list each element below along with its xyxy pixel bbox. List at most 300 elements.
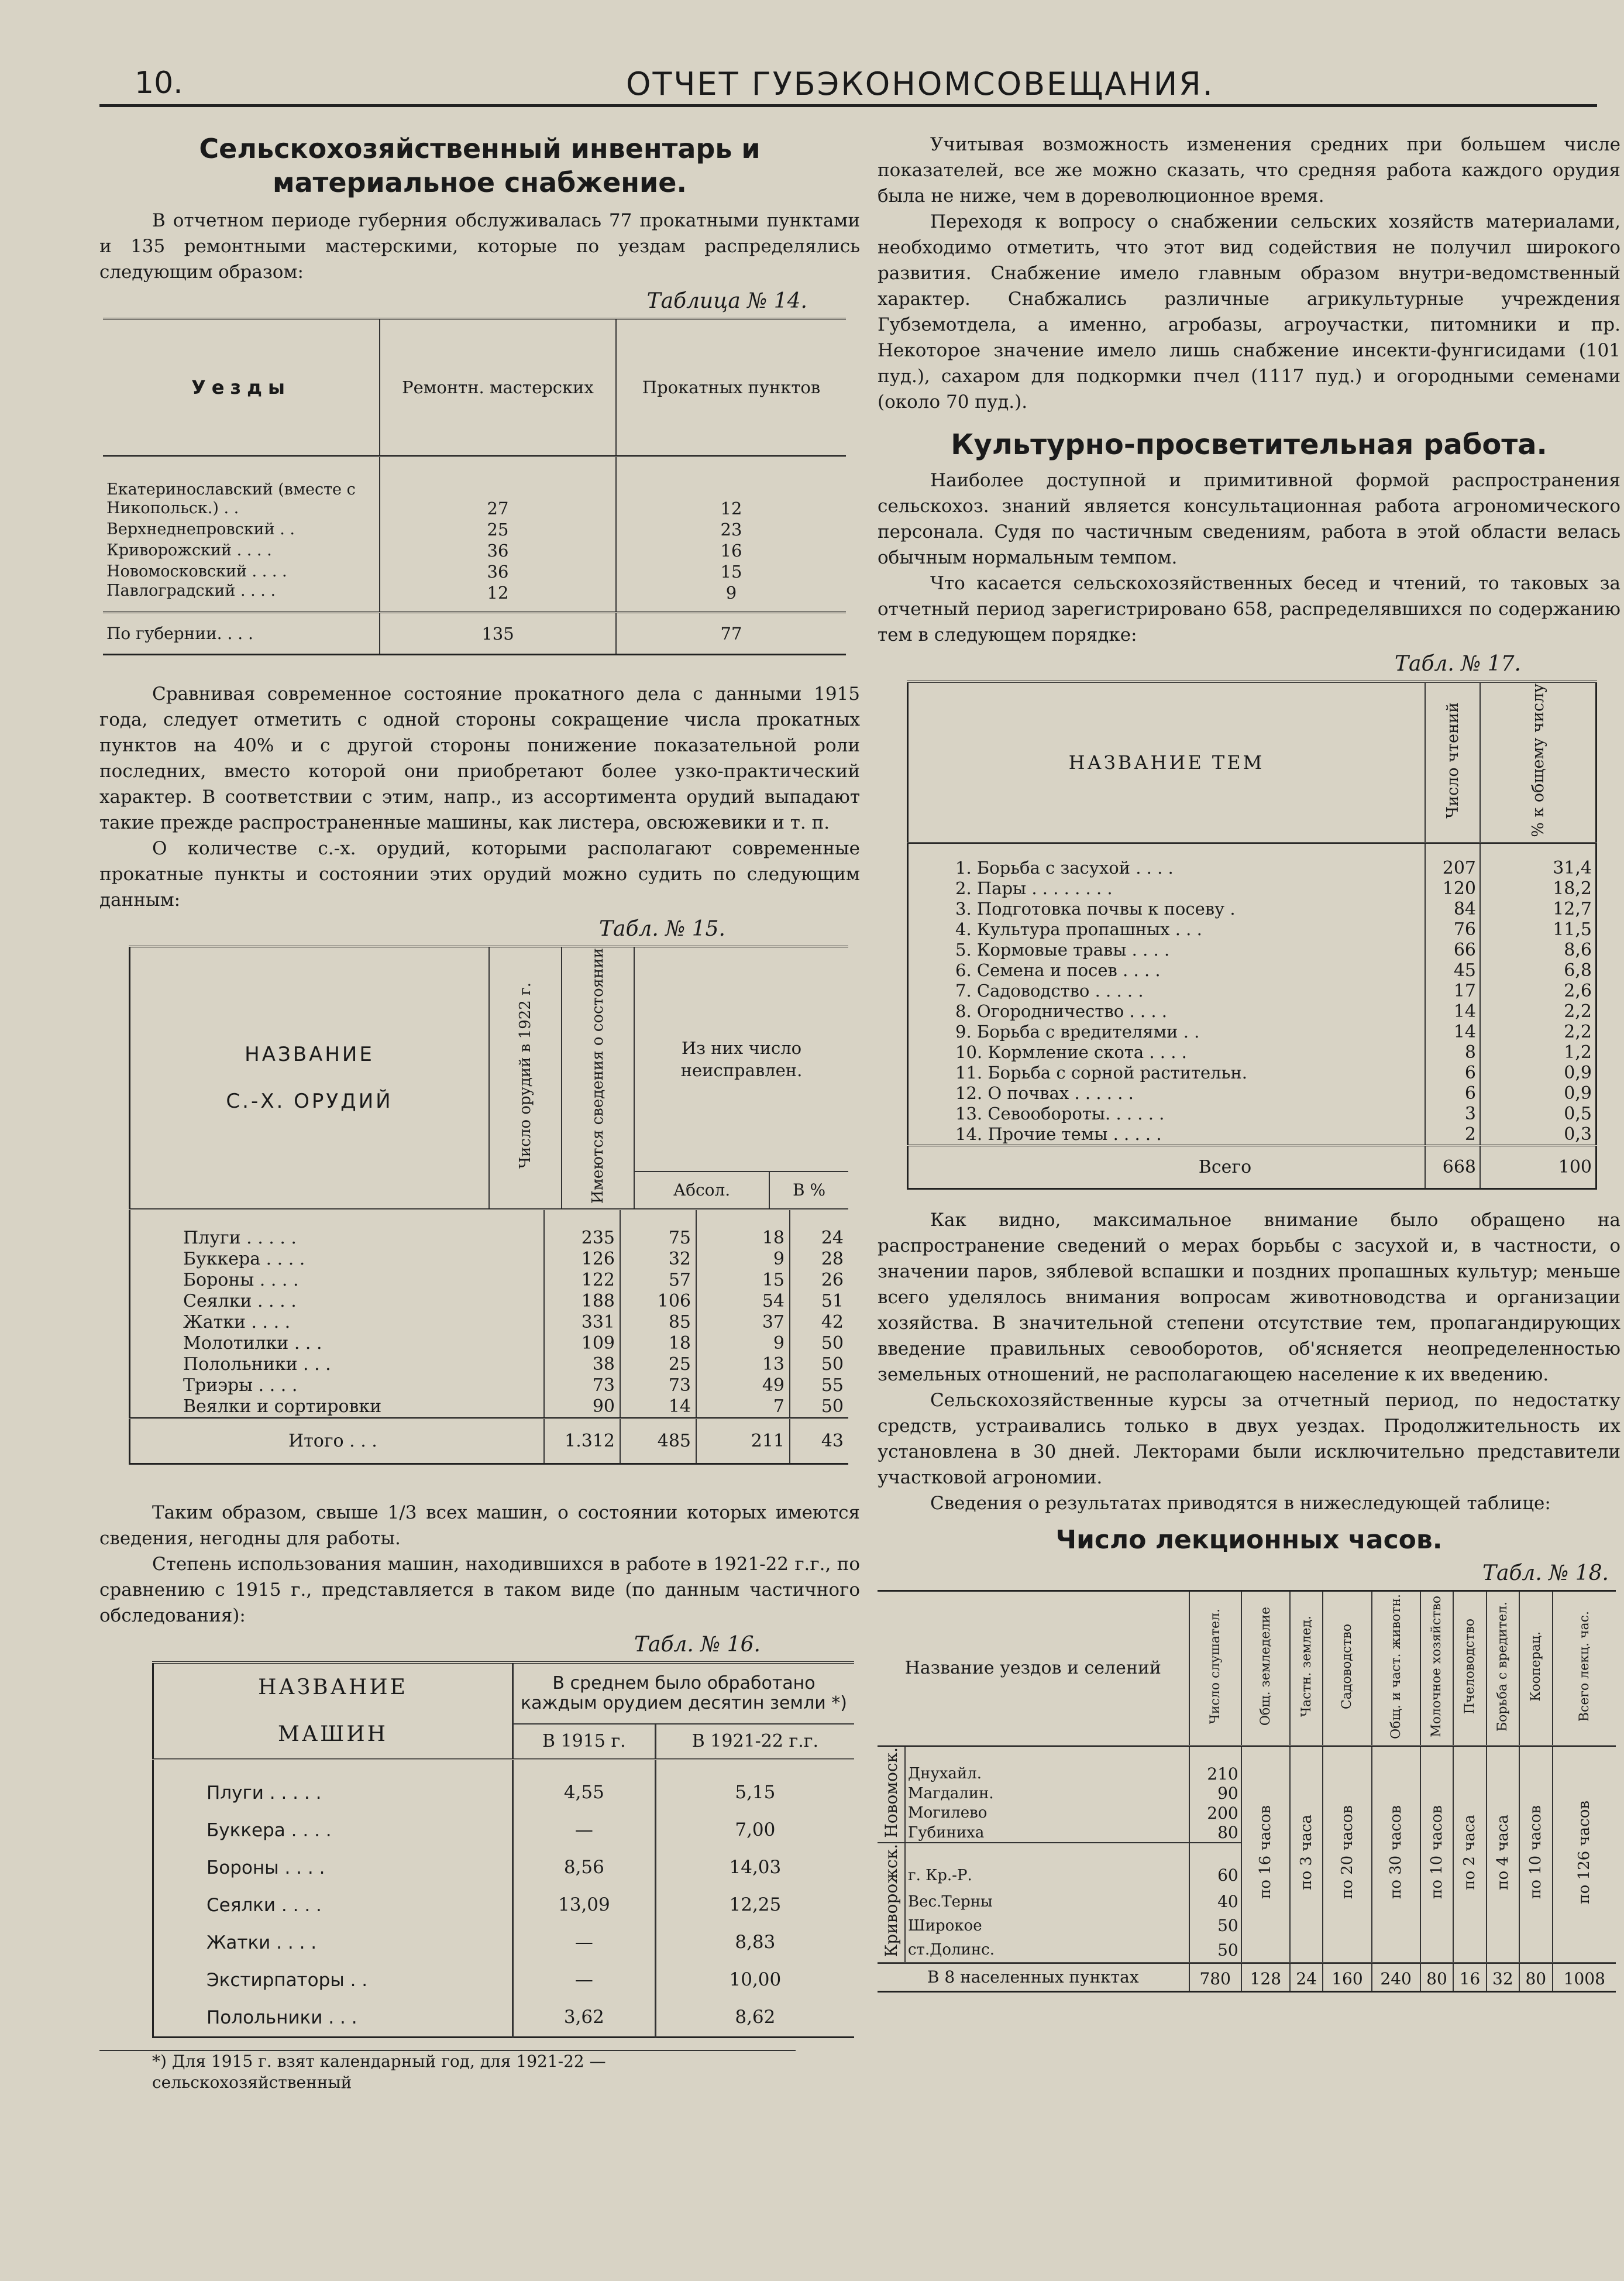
table-row bbox=[908, 940, 1597, 960]
right-column bbox=[878, 132, 1620, 1993]
cell: 1.312 bbox=[544, 1418, 620, 1464]
column-header bbox=[1519, 1590, 1552, 1746]
row-label: Буккера . . . . bbox=[153, 1812, 513, 1849]
table-row bbox=[908, 1083, 1597, 1104]
table-header-row bbox=[908, 682, 1597, 843]
cell: 24 bbox=[790, 1210, 848, 1249]
cell: 12,25 bbox=[655, 1887, 854, 1924]
cell: 2 bbox=[1425, 1124, 1480, 1146]
cell: 80 bbox=[1420, 1963, 1453, 1991]
row-label: Триэры . . . . bbox=[130, 1375, 545, 1396]
cell: — bbox=[513, 1812, 656, 1849]
row-label: Магдалин. bbox=[905, 1784, 1189, 1803]
cell: 17 bbox=[1425, 981, 1480, 1001]
cell bbox=[1372, 1746, 1420, 1963]
table-15-body bbox=[129, 1210, 848, 1465]
paragraph: Сравнивая современное состояние прокатного дела с данными 1915 года, следует отметить с одной стороны сокращение числа прокатных пунктов на 40% и с другой стороны понижение показательной роли последних, вместо которой они приобретают более узко-практический характер. В соответствии с этим, напр., из ассортимента орудий выпадают такие прежде распространенные машины, как листера, овсюжевики и т. п. bbox=[99, 683, 860, 833]
column-header: Из них число неисправлен. bbox=[634, 947, 848, 1172]
table-row bbox=[103, 540, 846, 561]
column-header: В % bbox=[769, 1172, 848, 1210]
cell: 8 bbox=[1425, 1042, 1480, 1063]
table-header-row bbox=[153, 1662, 855, 1724]
table-row bbox=[103, 561, 846, 582]
row-label: 1. Борьба с засухой . . . . bbox=[908, 843, 1426, 878]
cell: 120 bbox=[1425, 878, 1480, 899]
cell: 51 bbox=[790, 1291, 848, 1312]
cell: 75 bbox=[620, 1210, 696, 1249]
column-header-text: Число орудий в 1922 г. bbox=[517, 983, 534, 1169]
running-title: ОТЧЕТ ГУБЭКОНОМСОВЕЩАНИЯ. bbox=[626, 66, 1214, 102]
row-label: 5. Кормовые травы . . . . bbox=[908, 940, 1426, 960]
column-header bbox=[1189, 1590, 1241, 1746]
row-label: 9. Борьба с вредителями . . bbox=[908, 1022, 1426, 1042]
cell: 2,2 bbox=[1480, 1001, 1597, 1022]
table-row bbox=[908, 1022, 1597, 1042]
column-header bbox=[1372, 1590, 1420, 1746]
column-header: Абсол. bbox=[634, 1172, 769, 1210]
column-header-text: Борьба с вредител. bbox=[1495, 1601, 1511, 1732]
cell: 80 bbox=[1189, 1823, 1241, 1843]
row-label: Криворожский . . . . bbox=[106, 541, 272, 559]
cell: 49 bbox=[696, 1375, 790, 1396]
table-16-body bbox=[153, 1759, 855, 2037]
cell: 12,7 bbox=[1480, 899, 1597, 919]
column-header-text: Общ. и част. животн. bbox=[1388, 1593, 1403, 1739]
cell: 0,3 bbox=[1480, 1124, 1597, 1146]
cell: 200 bbox=[1189, 1803, 1241, 1823]
paragraph: Учитывая возможность изменения средних при большем числе показателей, все же можно сказать, что средняя работа каждого орудия была не ниже, чем в дореволюционное время. bbox=[878, 134, 1620, 207]
paragraph: Сведения о результатах приводятся в нижеследующей таблице: bbox=[930, 1492, 1551, 1514]
cell: 9 bbox=[616, 582, 846, 613]
section-heading-culture: Культурно-просветительная работа. bbox=[951, 428, 1547, 461]
cell: 6,8 bbox=[1480, 960, 1597, 981]
cell: 50 bbox=[1189, 1938, 1241, 1963]
cell: 28 bbox=[790, 1249, 848, 1270]
cell-text: по 10 часов bbox=[1527, 1805, 1545, 1899]
cell: 18 bbox=[696, 1210, 790, 1249]
section-heading-inventory: Сельскохозяйственный инвентарь и материальное снабжение. bbox=[199, 133, 761, 198]
column-header bbox=[1553, 1590, 1616, 1746]
column-header bbox=[153, 1662, 513, 1760]
row-label: Плуги . . . . . bbox=[153, 1759, 513, 1812]
cell: 211 bbox=[696, 1418, 790, 1464]
cell: 210 bbox=[1189, 1746, 1241, 1784]
row-label: Жатки . . . . bbox=[130, 1312, 545, 1333]
cell: 122 bbox=[544, 1270, 620, 1291]
cell: 37 bbox=[696, 1312, 790, 1333]
cell-text: по 3 часа bbox=[1298, 1814, 1316, 1890]
cell: — bbox=[513, 1924, 656, 1961]
table-row bbox=[103, 456, 846, 520]
row-label: 10. Кормление скота . . . . bbox=[908, 1042, 1426, 1063]
cell: 5,15 bbox=[655, 1759, 854, 1812]
cell: 1008 bbox=[1553, 1963, 1616, 1991]
cell: 0,5 bbox=[1480, 1104, 1597, 1124]
cell: 66 bbox=[1425, 940, 1480, 960]
column-header bbox=[1453, 1590, 1486, 1746]
cell bbox=[1553, 1746, 1616, 1963]
cell: 45 bbox=[1425, 960, 1480, 981]
table-row bbox=[153, 1961, 855, 1999]
table-row bbox=[908, 1042, 1597, 1063]
section-heading-lectures: Число лекционных часов. bbox=[1055, 1524, 1443, 1555]
row-label: Бороны . . . . bbox=[153, 1849, 513, 1887]
table-caption: Табл. № 16. bbox=[634, 1632, 761, 1657]
column-header bbox=[1323, 1590, 1371, 1746]
column-header: НАЗВАНИЕ ТЕМ bbox=[908, 682, 1426, 843]
column-header bbox=[1480, 682, 1597, 843]
table-caption: Табл. № 15. bbox=[598, 917, 725, 941]
table-row bbox=[130, 1312, 849, 1333]
row-label: 13. Севообороты. . . . . . bbox=[908, 1104, 1426, 1124]
column-header-line: НАЗВАНИЕ bbox=[245, 1042, 374, 1066]
cell: 668 bbox=[1425, 1145, 1480, 1188]
cell bbox=[1241, 1746, 1290, 1963]
column-header-text: % к общему числу bbox=[1529, 683, 1547, 837]
cell: 135 bbox=[380, 613, 616, 655]
cell: 15 bbox=[696, 1270, 790, 1291]
paragraph: В отчетном периоде губерния обслуживалась 77 прокатными пунктами и 135 ремонтными мастерскими, которые по уездам распределялись следующим образом: bbox=[99, 210, 860, 283]
row-label: Вес.Терны bbox=[905, 1890, 1189, 1914]
cell: 6 bbox=[1425, 1083, 1480, 1104]
table-header-row bbox=[103, 319, 846, 456]
cell: 50 bbox=[790, 1354, 848, 1375]
column-header-text: Всего лекц. час. bbox=[1577, 1611, 1592, 1722]
cell-text: по 20 часов bbox=[1338, 1805, 1356, 1899]
cell: 73 bbox=[620, 1375, 696, 1396]
cell: 14 bbox=[620, 1396, 696, 1418]
cell: 780 bbox=[1189, 1963, 1241, 1991]
group-label bbox=[878, 1746, 905, 1843]
column-header: В 1915 г. bbox=[513, 1724, 656, 1760]
table-row bbox=[908, 1124, 1597, 1146]
row-label: Всего bbox=[908, 1145, 1426, 1188]
cell: 2,2 bbox=[1480, 1022, 1597, 1042]
cell: 25 bbox=[620, 1354, 696, 1375]
column-header-text: Садоводство bbox=[1340, 1623, 1355, 1709]
table-row bbox=[153, 1812, 855, 1849]
table-15 bbox=[129, 946, 848, 1210]
cell: 14,03 bbox=[655, 1849, 854, 1887]
cell-text: по 126 часов bbox=[1575, 1800, 1594, 1904]
table-caption: Таблица № 14. bbox=[646, 289, 807, 313]
footnote: *) Для 1915 г. взят календарный год, для 1921-22 — сельскохозяйственный bbox=[99, 2050, 796, 2093]
cell: 2,6 bbox=[1480, 981, 1597, 1001]
cell: 13 bbox=[696, 1354, 790, 1375]
table-18 bbox=[878, 1590, 1616, 1993]
cell bbox=[1290, 1746, 1323, 1963]
cell: 13,09 bbox=[513, 1887, 656, 1924]
table-row bbox=[908, 1104, 1597, 1124]
cell: 12 bbox=[380, 582, 616, 613]
table-total-row bbox=[130, 1418, 849, 1464]
column-header-text: Число чтений bbox=[1443, 702, 1462, 819]
cell: 331 bbox=[544, 1312, 620, 1333]
group-label-text: Новомоск. bbox=[881, 1747, 901, 1838]
column-header: Название уездов и селений bbox=[904, 1657, 1161, 1678]
row-label: Сеялки . . . . bbox=[130, 1291, 545, 1312]
column-header: В 1921-22 г.г. bbox=[655, 1724, 854, 1760]
cell: 16 bbox=[616, 540, 846, 561]
row-label: Губиниха bbox=[905, 1823, 1189, 1843]
cell bbox=[1519, 1746, 1552, 1963]
row-label: 3. Подготовка почвы к посеву . bbox=[908, 899, 1426, 919]
cell: 24 bbox=[1290, 1963, 1323, 1991]
table-row bbox=[908, 1063, 1597, 1083]
row-label: 6. Семена и посев . . . . bbox=[908, 960, 1426, 981]
cell: 6 bbox=[1425, 1063, 1480, 1083]
cell: 31,4 bbox=[1480, 843, 1597, 878]
table-header-row bbox=[130, 947, 849, 1172]
cell-text: по 30 часов bbox=[1387, 1805, 1405, 1899]
cell: 12 bbox=[616, 456, 846, 520]
table-row bbox=[130, 1396, 849, 1418]
table-row bbox=[908, 960, 1597, 981]
cell: 36 bbox=[380, 561, 616, 582]
table-16 bbox=[152, 1661, 854, 2038]
cell: 188 bbox=[544, 1291, 620, 1312]
column-header-text: Имеются сведения о состоянии bbox=[589, 948, 607, 1204]
cell: 8,56 bbox=[513, 1849, 656, 1887]
column-header bbox=[1290, 1590, 1323, 1746]
row-label: Могилево bbox=[905, 1803, 1189, 1823]
table-row bbox=[153, 1924, 855, 1961]
cell: 16 bbox=[1453, 1963, 1486, 1991]
header-rule bbox=[99, 104, 1597, 107]
row-label: Полольники . . . bbox=[130, 1354, 545, 1375]
column-header bbox=[1420, 1590, 1453, 1746]
row-label: В 8 населенных пунктах bbox=[927, 1967, 1139, 1987]
column-header-text: Число слушател. bbox=[1207, 1609, 1223, 1725]
table-caption: Табл. № 17. bbox=[1394, 652, 1521, 676]
row-label: Екатеринославский (вместе с Никопольск.) . . bbox=[106, 480, 356, 517]
cell: 100 bbox=[1480, 1145, 1597, 1188]
cell-text: по 2 часа bbox=[1461, 1814, 1479, 1890]
cell: 50 bbox=[1189, 1914, 1241, 1938]
table-caption: Табл. № 18. bbox=[1482, 1561, 1609, 1585]
row-label: Итого . . . bbox=[130, 1418, 545, 1464]
column-header-text: Молочное хозяйство bbox=[1429, 1595, 1444, 1737]
cell: 23 bbox=[616, 519, 846, 540]
column-header-text: Кооперац. bbox=[1528, 1631, 1543, 1702]
table-row bbox=[130, 1291, 849, 1312]
column-header bbox=[489, 947, 562, 1210]
table-row bbox=[908, 899, 1597, 919]
running-header bbox=[99, 59, 1597, 105]
cell: 40 bbox=[1189, 1890, 1241, 1914]
cell: 55 bbox=[790, 1375, 848, 1396]
table-row bbox=[130, 1375, 849, 1396]
cell-text: по 16 часов bbox=[1257, 1805, 1275, 1899]
cell: 25 bbox=[380, 519, 616, 540]
cell: 54 bbox=[696, 1291, 790, 1312]
cell: 15 bbox=[616, 561, 846, 582]
cell bbox=[1487, 1746, 1519, 1963]
table-row bbox=[130, 1210, 849, 1249]
cell: 10,00 bbox=[655, 1961, 854, 1999]
paragraph: Сельскохозяйственные курсы за отчетный период, по недостатку средств, устраивались только в двух уездах. Продолжительность их установлена в 30 дней. Лекторами были исключительно представители участковой агрономии. bbox=[878, 1389, 1620, 1488]
cell: 77 bbox=[616, 613, 846, 655]
cell: 0,9 bbox=[1480, 1083, 1597, 1104]
cell: 90 bbox=[544, 1396, 620, 1418]
cell: 485 bbox=[620, 1418, 696, 1464]
cell: 18 bbox=[620, 1333, 696, 1354]
row-label: Бороны . . . . bbox=[130, 1270, 545, 1291]
row-label: Павлоградский . . . . bbox=[106, 582, 276, 600]
table-14 bbox=[103, 318, 846, 655]
paragraph: Переходя к вопросу о снабжении сельских хозяйств материалами, необходимо отметить, что этот вид содействия не получил широкого развития. Снабжение имело главным образом внутри-ведомственный характер. Снабжались различные агрикультурные учреждения Губземотдела, а именно, агробазы, агроучастки, питомники и пр. Некоторое значение имело лишь снабжение инсекти-фунгисидами (101 пуд.), сахаром для подкормки пчел (1117 пуд.) и огородными семенами (около 70 пуд.). bbox=[878, 211, 1620, 413]
column-header: Прокатных пунктов bbox=[616, 319, 846, 456]
table-row bbox=[908, 843, 1597, 878]
cell: 8,62 bbox=[655, 1999, 854, 2038]
cell: 90 bbox=[1189, 1784, 1241, 1803]
cell: 8,6 bbox=[1480, 940, 1597, 960]
row-label: Широкое bbox=[905, 1914, 1189, 1938]
table-row bbox=[908, 1001, 1597, 1022]
table-row bbox=[908, 981, 1597, 1001]
cell: 207 bbox=[1425, 843, 1480, 878]
row-label: ст.Долинс. bbox=[905, 1938, 1189, 1963]
row-label: Верхнеднепровский . . bbox=[106, 520, 295, 538]
cell: 11,5 bbox=[1480, 919, 1597, 940]
cell: 14 bbox=[1425, 1001, 1480, 1022]
table-17-body bbox=[908, 843, 1597, 1188]
cell: 76 bbox=[1425, 919, 1480, 940]
cell: 7 bbox=[696, 1396, 790, 1418]
column-header-text: Пчеловодство bbox=[1462, 1619, 1477, 1715]
row-label: Веялки и сортировки bbox=[130, 1396, 545, 1418]
table-row bbox=[153, 1999, 855, 2038]
column-header-line: НАЗВАНИЕ bbox=[258, 1675, 408, 1699]
cell: 84 bbox=[1425, 899, 1480, 919]
cell: 43 bbox=[790, 1418, 848, 1464]
cell: 32 bbox=[1487, 1963, 1519, 1991]
row-label: 12. О почвах . . . . . . bbox=[908, 1083, 1426, 1104]
cell: 126 bbox=[544, 1249, 620, 1270]
row-label: Полольники . . . bbox=[153, 1999, 513, 2038]
cell: 235 bbox=[544, 1210, 620, 1249]
table-total-row bbox=[103, 613, 846, 655]
cell-text: по 4 часа bbox=[1494, 1814, 1512, 1890]
column-header-text: Частн. землед. bbox=[1299, 1616, 1314, 1717]
cell: 42 bbox=[790, 1312, 848, 1333]
table-row bbox=[153, 1849, 855, 1887]
column-header: В среднем было обработано каждым орудием десятин земли *) bbox=[513, 1662, 855, 1724]
paragraph: О количестве с.-х. орудий, которыми располагают современные прокатные пункты и состоянии этих орудий можно судить по следующим данным: bbox=[99, 838, 860, 911]
cell: 240 bbox=[1372, 1963, 1420, 1991]
cell: 8,83 bbox=[655, 1924, 854, 1961]
row-label: 11. Борьба с сорной растительн. bbox=[908, 1063, 1426, 1083]
row-label: Молотилки . . . bbox=[130, 1333, 545, 1354]
column-header-line: МАШИН bbox=[278, 1722, 388, 1746]
column-header bbox=[1487, 1590, 1519, 1746]
column-header bbox=[130, 947, 490, 1210]
row-label: 4. Культура пропашных . . . bbox=[908, 919, 1426, 940]
column-header bbox=[562, 947, 634, 1210]
table-17 bbox=[907, 681, 1597, 1190]
paragraph: Наиболее доступной и примитивной формой распространения сельскохоз. знаний является консультационная работа агрономического персонала. Судя по частичным сведениям, работа в этой области велась обычным нормальным темпом. bbox=[878, 470, 1620, 568]
cell-text: по 10 часов bbox=[1427, 1805, 1446, 1899]
cell: 57 bbox=[620, 1270, 696, 1291]
column-header-text: Общ. земледелие bbox=[1258, 1607, 1273, 1726]
table-row bbox=[130, 1249, 849, 1270]
cell: 0,9 bbox=[1480, 1063, 1597, 1083]
table-header-row bbox=[878, 1590, 1616, 1746]
cell: 80 bbox=[1519, 1963, 1552, 1991]
table-row bbox=[130, 1354, 849, 1375]
page-number: 10. bbox=[135, 66, 183, 101]
row-label: Экстирпаторы . . bbox=[153, 1961, 513, 1999]
cell: 9 bbox=[696, 1249, 790, 1270]
paragraph: Степень использования машин, находившихся в работе в 1921-22 г.г., по сравнению с 1915 г., представляется в таком виде (по данным частичного обследования): bbox=[99, 1553, 860, 1626]
row-label: Буккера . . . . bbox=[130, 1249, 545, 1270]
cell: 106 bbox=[620, 1291, 696, 1312]
row-label: Жатки . . . . bbox=[153, 1924, 513, 1961]
row-label: 2. Пары . . . . . . . . bbox=[908, 878, 1426, 899]
cell: 27 bbox=[380, 456, 616, 520]
cell: 26 bbox=[790, 1270, 848, 1291]
left-column bbox=[99, 132, 860, 2093]
column-header: Ремонтн. мастерских bbox=[380, 319, 616, 456]
cell: 50 bbox=[790, 1396, 848, 1418]
cell: 3 bbox=[1425, 1104, 1480, 1124]
cell: — bbox=[513, 1961, 656, 1999]
table-row bbox=[130, 1270, 849, 1291]
cell: 1,2 bbox=[1480, 1042, 1597, 1063]
cell: 73 bbox=[544, 1375, 620, 1396]
table-row bbox=[130, 1333, 849, 1354]
table-row bbox=[908, 919, 1597, 940]
table-total-row bbox=[878, 1963, 1616, 1991]
row-label: Новомосковский . . . . bbox=[106, 562, 287, 580]
paragraph: Что касается сельскохозяйственных бесед и чтений, то таковых за отчетный период зарегистрировано 658, распределявшихся по содержанию тем в следующем порядке: bbox=[878, 573, 1620, 645]
group-label-text: Криворожск. bbox=[881, 1844, 901, 1957]
table-row bbox=[153, 1759, 855, 1812]
cell bbox=[1453, 1746, 1486, 1963]
cell bbox=[1420, 1746, 1453, 1963]
row-label: Сеялки . . . . bbox=[153, 1887, 513, 1924]
table-row bbox=[153, 1887, 855, 1924]
table-row bbox=[878, 1746, 1616, 1784]
table-row bbox=[103, 519, 846, 540]
paragraph: Как видно, максимальное внимание было обращено на распространение сведений о мерах борьбы с засухой и, в частности, о значении паров, зяблевой вспашки и поздних пропашных культур; меньше всего уделялось внимания вопросам животноводства и организации хозяйства. В значительной степени отсутствие тем, пропагандирующих введение правильных севооборотов, об'ясняется неопределенностью земельных отношений, не располагающею население к их введению. bbox=[878, 1209, 1620, 1385]
cell: 18,2 bbox=[1480, 878, 1597, 899]
cell: 7,00 bbox=[655, 1812, 854, 1849]
row-label: 7. Садоводство . . . . . bbox=[908, 981, 1426, 1001]
cell: 60 bbox=[1189, 1843, 1241, 1890]
cell: 50 bbox=[790, 1333, 848, 1354]
row-label: Днухайл. bbox=[905, 1746, 1189, 1784]
row-label: По губернии. . . . bbox=[106, 624, 253, 643]
cell bbox=[1323, 1746, 1371, 1963]
row-label: г. Кр.-Р. bbox=[905, 1843, 1189, 1890]
table-total-row bbox=[908, 1145, 1597, 1188]
cell: 85 bbox=[620, 1312, 696, 1333]
cell: 14 bbox=[1425, 1022, 1480, 1042]
cell: 9 bbox=[696, 1333, 790, 1354]
cell: 128 bbox=[1241, 1963, 1290, 1991]
row-label: Плуги . . . . . bbox=[130, 1210, 545, 1249]
table-row bbox=[908, 878, 1597, 899]
cell: 38 bbox=[544, 1354, 620, 1375]
cell: 4,55 bbox=[513, 1759, 656, 1812]
column-header: Уезды bbox=[103, 319, 380, 456]
row-label: 14. Прочие темы . . . . . bbox=[908, 1124, 1426, 1146]
cell: 160 bbox=[1323, 1963, 1371, 1991]
cell: 36 bbox=[380, 540, 616, 561]
column-header-line: С.-Х. ОРУДИЙ bbox=[226, 1089, 393, 1113]
cell: 3,62 bbox=[513, 1999, 656, 2038]
